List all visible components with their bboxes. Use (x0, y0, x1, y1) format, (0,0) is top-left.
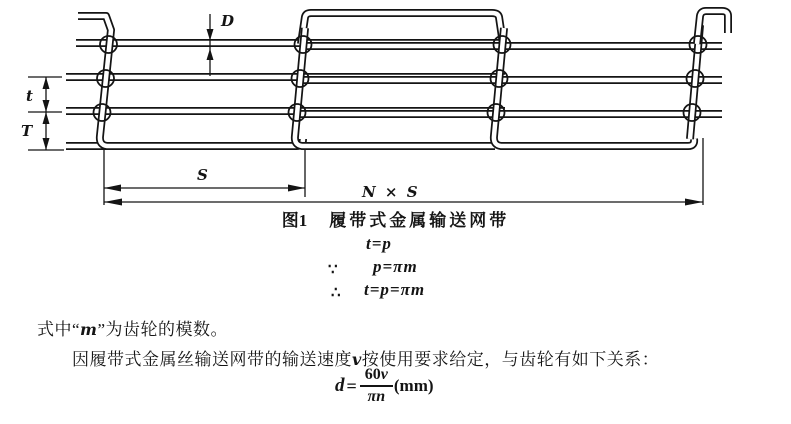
formula-equals: = (346, 375, 357, 396)
label-t: t (26, 87, 33, 105)
formula-lhs: d (335, 375, 345, 397)
fraction-numerator (360, 366, 393, 387)
equation-3: t=p=πm (364, 280, 426, 299)
p2-prefix: 因履带式金属丝输送网带的输送速度 (72, 350, 352, 369)
dimension-t-T (28, 77, 64, 150)
belt-diagram (0, 0, 791, 206)
p1-suffix: ”为齿轮的模数。 (97, 320, 229, 339)
label-T: T (21, 122, 33, 140)
figure-caption (0, 206, 791, 231)
fraction-denominator (368, 387, 386, 406)
p2-variable-v: v (352, 350, 362, 369)
equation-2: p=πm (373, 257, 418, 276)
because-symbol: ∵ (328, 262, 338, 278)
wire-mesh (66, 11, 728, 146)
formula-fraction (360, 366, 393, 407)
p2-suffix: 按使用要求给定，与齿轮有如下关系： (361, 350, 660, 369)
formula-unit: (mm) (393, 376, 434, 396)
p1-prefix: 式中“ (37, 320, 81, 339)
p1-variable-m: m (80, 320, 98, 339)
diameter-formula (335, 366, 434, 407)
numerator-coeff: 60 (364, 366, 381, 383)
label-D: D (221, 12, 235, 30)
figure-number: 图1 (281, 211, 308, 230)
wire-rows (66, 43, 722, 146)
paragraph-module-note (37, 315, 228, 340)
therefore-symbol: ∴ (331, 285, 341, 301)
label-S: S (197, 166, 208, 184)
figure-title: 履带式金属输送网带 (329, 211, 510, 230)
label-NxS: N × S (362, 183, 420, 201)
denominator-var: πn (367, 388, 386, 406)
equation-1: t=p (366, 234, 392, 253)
numerator-var: v (380, 366, 388, 383)
